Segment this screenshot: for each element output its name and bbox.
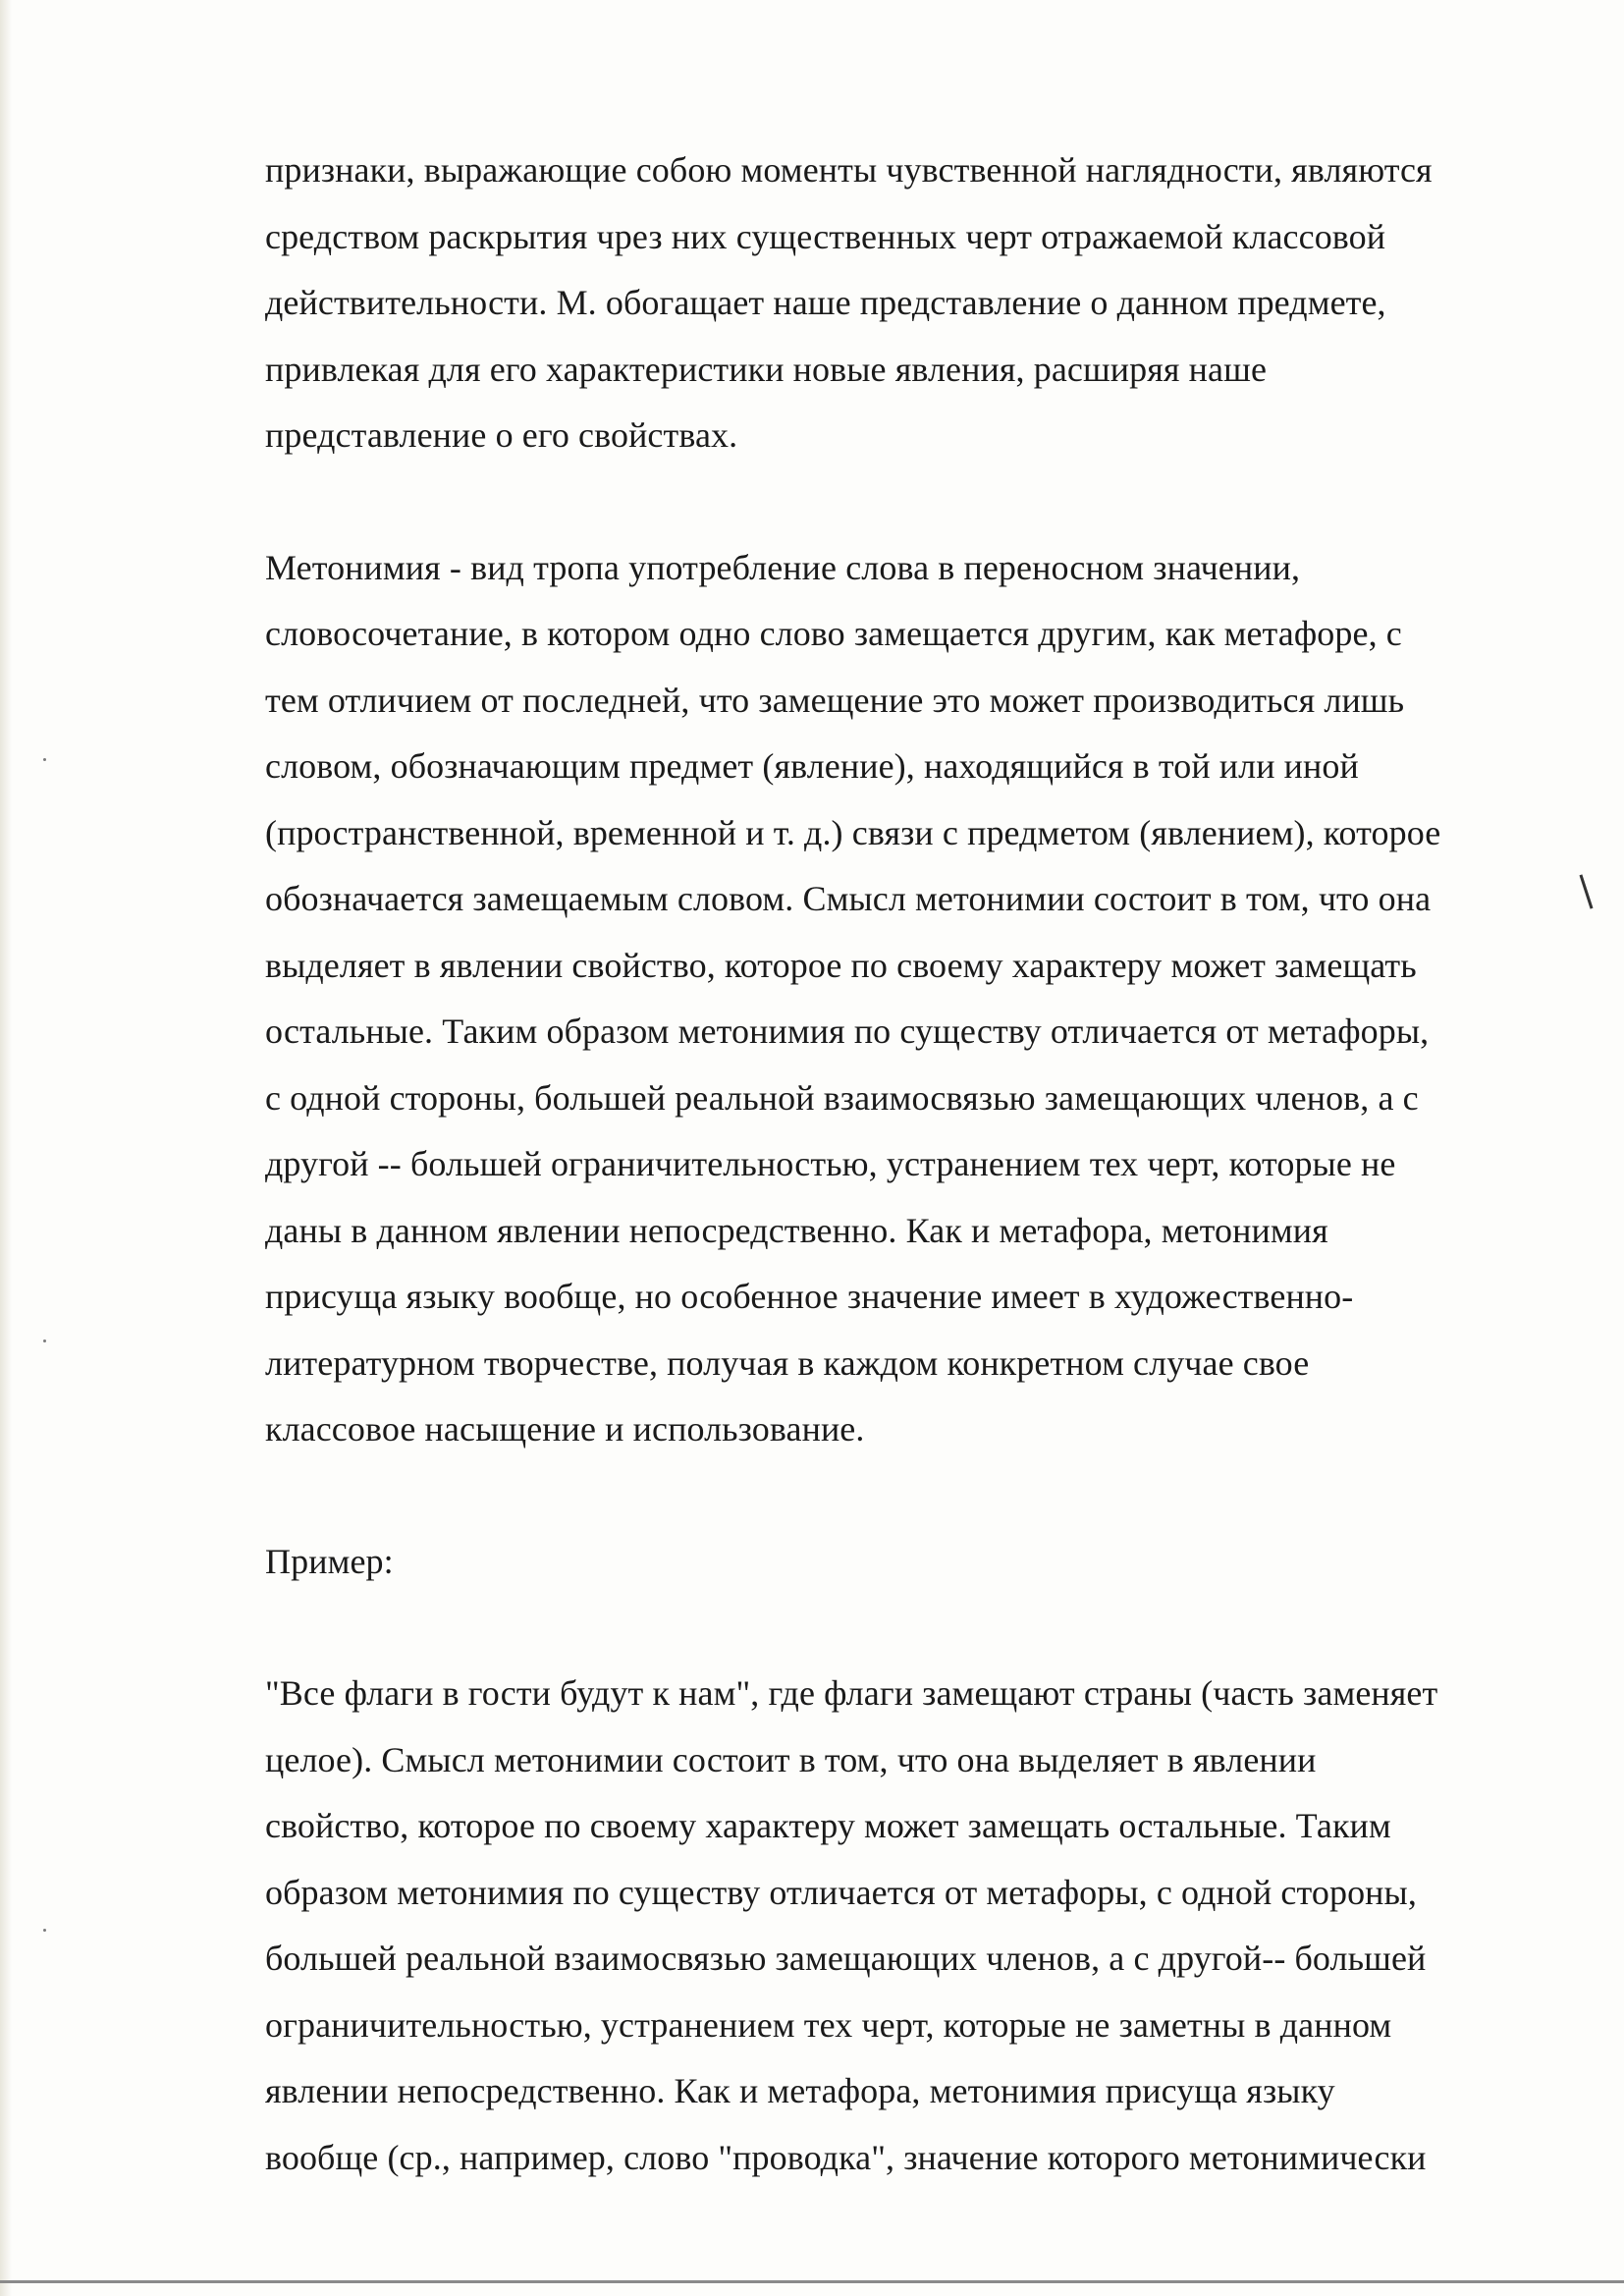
text-line: Метонимия - вид тропа употребление слова в переносном значении, (265, 547, 1301, 587)
text-line: присуща языку вообще, но особенное значение имеет в художественно- (265, 1277, 1354, 1316)
text-line: классовое насыщение и использование. (265, 1409, 865, 1449)
text-line: средством раскрытия чрез них существенных черт отражаемой классовой (265, 216, 1386, 256)
text-line: с одной стороны, большей реальной взаимосвязью замещающих членов, а с (265, 1077, 1419, 1118)
scan-left-edge (0, 0, 12, 2296)
text-line: выделяет в явлении свойство, которое по своему характеру может замещать (265, 945, 1417, 985)
scan-speck (43, 758, 46, 761)
text-line: ограничительностью, устранением тех черт, которые не заметны в данном (265, 2004, 1392, 2045)
text-line: "Все флаги в гости будут к нам", где флаги замещают страны (часть заменяет (265, 1673, 1438, 1713)
text-line: словосочетание, в котором одно слово замещается другим, как метафоре, с (265, 614, 1402, 653)
margin-pen-mark (1580, 874, 1594, 908)
paragraph-example-heading (265, 1529, 1542, 1596)
text-line: другой -- большей ограничительностью, устранением тех черт, которые не (265, 1144, 1396, 1183)
text-line: представление о его свойствах. (265, 415, 738, 455)
text-line: обозначается замещаемым словом. Смысл метонимии состоит в том, что она (265, 879, 1432, 918)
text-line: действительности. М. обогащает наше представление о данном предмете, (265, 283, 1386, 322)
text-line: словом, обозначающим предмет (явление), находящийся в той или иной (265, 746, 1359, 786)
text-line: даны в данном явлении непосредственно. Как и метафора, метонимия (265, 1210, 1328, 1250)
scan-speck (43, 1339, 46, 1342)
document-body (265, 137, 1542, 2191)
text-line: вообще (ср., например, слово "проводка", значение которого метонимически (265, 2137, 1427, 2177)
paragraph-example (265, 1661, 1542, 2191)
text-line: большей реальной взаимосвязью замещающих членов, а с другой-- большей (265, 1939, 1427, 1978)
text-line: тем отличием от последней, что замещение это может производиться лишь (265, 680, 1405, 720)
text-line: литературном творчестве, получая в каждом конкретном случае свое (265, 1342, 1310, 1383)
text-line: Пример: (265, 1541, 394, 1581)
text-line: целое). Смысл метонимии состоит в том, что она выделяет в явлении (265, 1739, 1317, 1779)
text-line: признаки, выражающие собою моменты чувственной наглядности, являются (265, 150, 1433, 190)
text-line: остальные. Таким образом метонимия по существу отличается от метафоры, (265, 1011, 1430, 1051)
paragraph-metonymy-definition (265, 535, 1542, 1463)
text-line: (пространственной, временной и т. д.) связи с предметом (явлением), которое (265, 812, 1441, 852)
scan-bottom-line (0, 2280, 1624, 2283)
paragraph-metaphor-end (265, 137, 1542, 469)
text-line: образом метонимия по существу отличается от метафоры, с одной стороны, (265, 1872, 1417, 1912)
scan-speck (43, 1929, 46, 1932)
text-line: свойство, которое по своему характеру может замещать остальные. Таким (265, 1806, 1391, 1845)
text-line: явлении непосредственно. Как и метафора, метонимия присуща языку (265, 2071, 1335, 2110)
text-line: привлекая для его характеристики новые явления, расширяя наше (265, 349, 1268, 389)
